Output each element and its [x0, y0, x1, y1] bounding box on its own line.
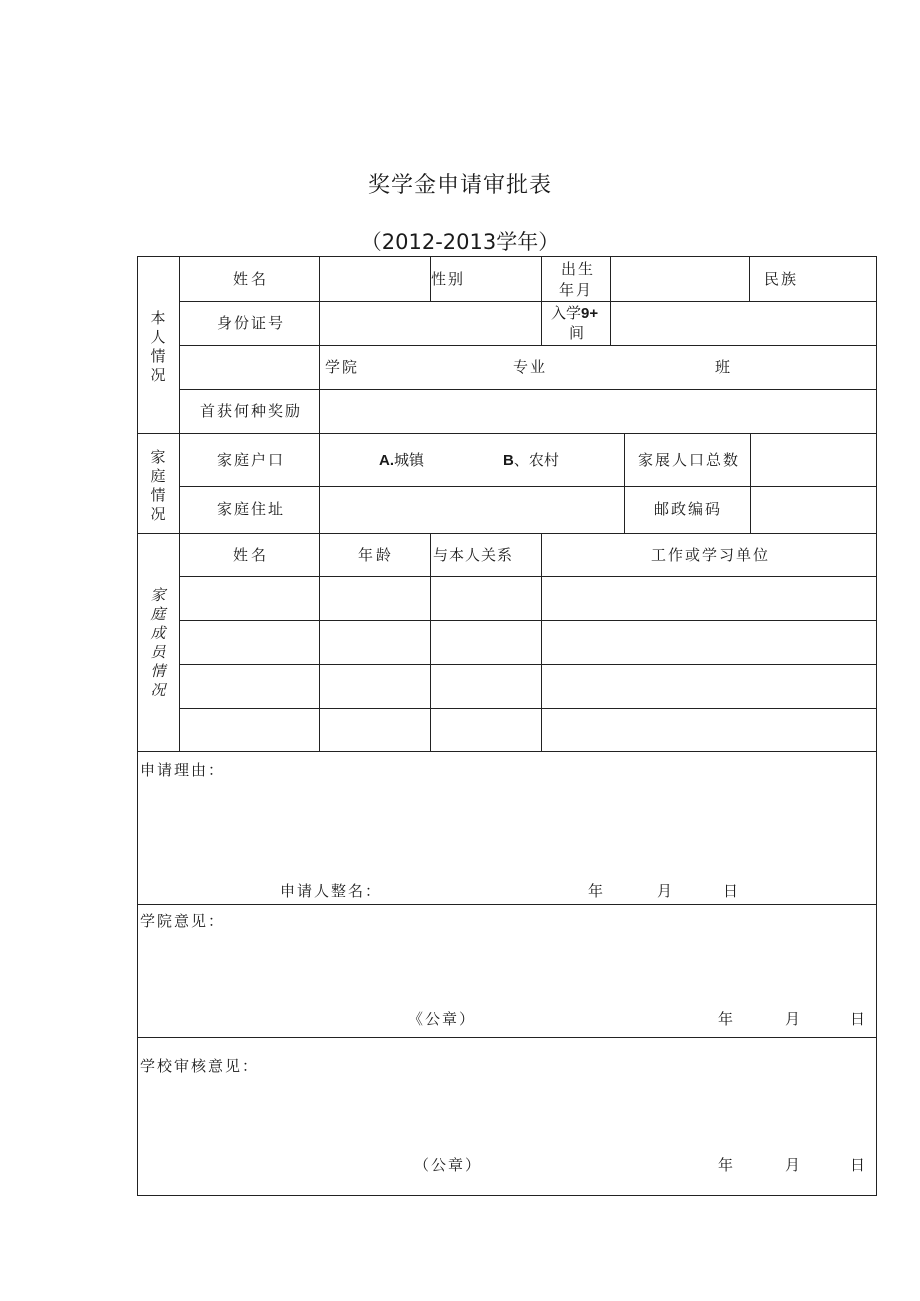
table-border-left	[137, 256, 138, 1196]
college-opinion-area[interactable]	[138, 936, 876, 1006]
enroll-time-label: 入学9+	[551, 304, 599, 322]
member-age-cell[interactable]	[320, 709, 430, 751]
birth-label-top: 出生	[561, 260, 596, 278]
reason-date-month: 月	[657, 882, 673, 900]
family-address-field[interactable]	[320, 487, 624, 533]
section-divider	[137, 1037, 877, 1038]
academic-year: （2012-2013学年）	[360, 230, 560, 254]
col-divider	[541, 256, 542, 345]
reason-text-area[interactable]	[138, 784, 876, 874]
member-relation-cell[interactable]	[431, 709, 541, 751]
col-divider	[749, 256, 750, 301]
id-number-field[interactable]	[320, 302, 541, 345]
hukou-label: 家庭户口	[217, 451, 286, 469]
birth-label-bottom: 年月	[559, 281, 594, 299]
member-age-cell[interactable]	[320, 621, 430, 664]
school-opinion-area[interactable]	[138, 1081, 876, 1151]
college-date-day: 日	[850, 1010, 866, 1028]
name-field[interactable]	[320, 257, 430, 301]
applicant-signature-label: 申请人整名：	[280, 882, 383, 900]
members-header-age: 年龄	[358, 546, 395, 564]
members-header-name: 姓名	[233, 546, 270, 564]
postcode-label: 邮政编码	[654, 500, 723, 518]
table-border-right	[876, 256, 877, 1196]
application-form-table	[137, 256, 877, 1196]
award-label: 首获何种奖励	[200, 402, 303, 420]
hukou-option-urban[interactable]: A.城镇	[379, 451, 425, 469]
school-opinion-label: 学校审核意见：	[140, 1057, 260, 1075]
member-workplace-cell[interactable]	[542, 577, 876, 620]
major-label: 专业	[513, 358, 548, 376]
id-number-label: 身份证号	[217, 314, 286, 332]
members-header-relation: 与本人关系	[433, 546, 514, 564]
gender-label: 性别	[431, 270, 466, 288]
college-date-month: 月	[785, 1010, 801, 1028]
college-seal-label: 《公章）	[408, 1010, 477, 1028]
members-header-workplace: 工作或学习单位	[651, 546, 771, 564]
member-workplace-cell[interactable]	[542, 665, 876, 708]
family-population-label: 家展人口总数	[638, 451, 741, 469]
ethnicity-label: 民族	[764, 270, 799, 288]
reason-date-year: 年	[588, 882, 604, 900]
section-divider	[137, 751, 877, 752]
class-label: 班	[715, 358, 731, 376]
school-date-year: 年	[718, 1156, 734, 1174]
member-relation-cell[interactable]	[431, 577, 541, 620]
hukou-option-rural[interactable]: B、农村	[503, 451, 559, 469]
member-age-cell[interactable]	[320, 577, 430, 620]
school-date-month: 月	[785, 1156, 801, 1174]
enroll-time-label-bottom: 间	[569, 324, 585, 342]
school-seal-label: （公章）	[414, 1156, 483, 1174]
members-section-label: 家庭成员情况	[150, 586, 166, 699]
section-divider	[137, 904, 877, 905]
member-relation-cell[interactable]	[431, 621, 541, 664]
postcode-field[interactable]	[751, 487, 876, 533]
college-opinion-label: 学院意见：	[140, 912, 226, 930]
gender-field[interactable]	[431, 257, 541, 301]
member-workplace-cell[interactable]	[542, 709, 876, 751]
reason-label: 申请理由：	[140, 761, 226, 779]
member-relation-cell[interactable]	[431, 665, 541, 708]
section-divider	[137, 533, 877, 534]
college-label: 学院	[325, 358, 360, 376]
member-name-cell[interactable]	[180, 665, 319, 708]
form-title: 奖学金申请审批表	[367, 173, 552, 198]
member-name-cell[interactable]	[180, 709, 319, 751]
col-divider	[624, 433, 625, 533]
table-border-bottom	[137, 1195, 877, 1196]
member-workplace-cell[interactable]	[542, 621, 876, 664]
college-date-year: 年	[718, 1010, 734, 1028]
row-divider	[179, 345, 877, 346]
member-age-cell[interactable]	[320, 665, 430, 708]
family-population-field[interactable]	[751, 434, 876, 486]
member-name-cell[interactable]	[180, 621, 319, 664]
birth-date-field[interactable]	[611, 257, 749, 301]
family-section-label: 家庭情况	[150, 448, 166, 523]
reason-date-day: 日	[723, 882, 739, 900]
personal-section-label: 本人情况	[150, 309, 166, 384]
family-address-label: 家庭住址	[217, 500, 286, 518]
award-field[interactable]	[320, 390, 876, 433]
member-name-cell[interactable]	[180, 577, 319, 620]
name-label: 姓名	[233, 270, 270, 288]
enroll-time-field[interactable]	[611, 302, 876, 345]
school-date-day: 日	[850, 1156, 866, 1174]
